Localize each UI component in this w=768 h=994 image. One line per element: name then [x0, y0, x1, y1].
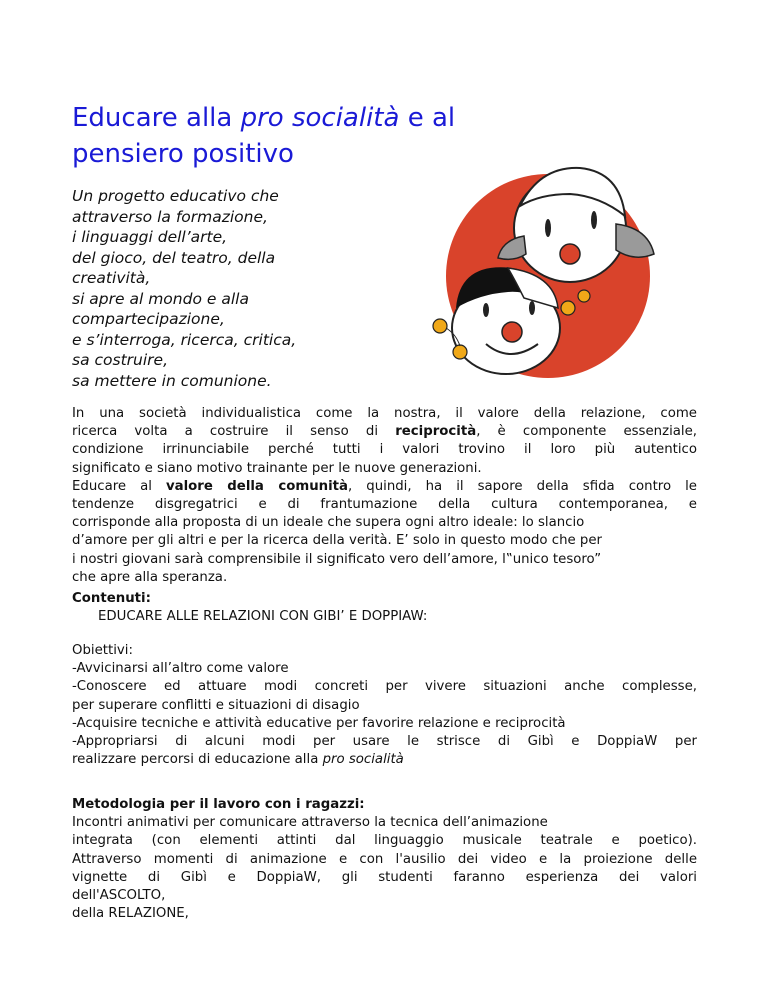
text-span: , quindi, ha il sapore della sfida contro le — [348, 478, 697, 494]
text-line: dell'ASCOLTO, — [72, 888, 166, 904]
intro-line: sa mettere in comunione. — [72, 371, 272, 390]
bold-term: reciprocità — [395, 424, 477, 440]
text-line: corrisponde alla proposta di un ideale che supera ogni altro ideale: lo slancio — [72, 515, 585, 531]
contenuti-item: EDUCARE ALLE RELAZIONI CON GIBI’ E DOPPIAW: — [98, 609, 428, 625]
text-line: della RELAZIONE, — [72, 906, 189, 922]
intro-verse — [72, 186, 392, 391]
text-line: vignette di Gibì e DoppiaW, gli studenti faranno esperienza dei valori — [72, 869, 697, 885]
paragraph-societa — [72, 405, 697, 587]
intro-line: e s’interroga, ricerca, critica, — [72, 330, 297, 349]
title-line2: pensiero positivo — [72, 139, 294, 169]
text-line: Incontri animativi per comunicare attraverso la tecnica dell’animazione — [72, 815, 548, 831]
title-part3: e al — [399, 103, 456, 133]
text-line: In una società individualistica come la nostra, il valore della relazione, come — [72, 406, 697, 421]
text-span: realizzare percorsi di educazione alla — [72, 752, 323, 768]
intro-line: i linguaggi dell’arte, — [72, 228, 228, 246]
text-line: Attraverso momenti di animazione e con l'ausilio dei video e la proiezione delle — [72, 851, 697, 867]
intro-line: del gioco, del teatro, della — [72, 248, 276, 267]
section-metodologia — [72, 796, 697, 923]
objective-item — [72, 751, 697, 769]
text-line — [72, 478, 697, 496]
objective-item: -Appropriarsi di alcuni modi per usare le strisce di Gibì e DoppiaW per — [72, 734, 697, 750]
clown-faces-illustration — [420, 158, 660, 390]
contenuti-heading: Contenuti: — [72, 591, 151, 606]
intro-line: compartecipazione, — [72, 310, 225, 328]
text-line: condizione irrinunciabile perché tutti i valori trovino il loro più autentico — [72, 442, 697, 458]
section-contenuti — [72, 590, 697, 626]
text-line — [72, 423, 697, 441]
intro-line: creatività, — [72, 269, 151, 287]
text-line: d’amore per gli altri e per la ricerca della verità. E’ solo in questo modo che per — [72, 533, 603, 549]
intro-line: si apre al mondo e alla — [72, 289, 249, 308]
objective-item: per superare conflitti e situazioni di disagio — [72, 697, 360, 713]
metodologia-heading: Metodologia per il lavoro con i ragazzi: — [72, 797, 365, 812]
text-line: significato e siano motivo trainante per le nuove generazioni. — [72, 460, 482, 476]
objective-item: -Avvicinarsi all’altro come valore — [72, 661, 289, 677]
italic-term: pro socialità — [322, 752, 404, 768]
objective-item: -Conoscere ed attuare modi concreti per vivere situazioni anche complesse, — [72, 679, 697, 695]
text-line: integrata (con elementi attinti dal linguaggio musicale teatrale e poetico). — [72, 833, 697, 849]
text-line: che apre alla speranza. — [72, 569, 228, 585]
intro-line: sa costruire, — [72, 351, 168, 369]
objective-item: -Acquisire tecniche e attività educative per favorire relazione e reciprocità — [72, 715, 566, 731]
title-part1: Educare alla — [72, 103, 241, 133]
text-span: ricerca volta a costruire il senso di — [72, 424, 396, 440]
obiettivi-heading: Obiettivi: — [72, 643, 133, 658]
section-obiettivi — [72, 642, 697, 769]
bold-term: valore della comunità — [165, 478, 349, 494]
section-heading — [72, 796, 697, 814]
lower-clown-face — [452, 267, 560, 374]
section-heading — [72, 590, 697, 608]
intro-line: attraverso la formazione, — [72, 207, 268, 226]
text-span: Educare al — [72, 478, 166, 494]
intro-line: Un progetto educativo che — [72, 187, 279, 205]
text-line: tendenze disgregatrici e di frantumazione della cultura contemporanea, e — [72, 497, 697, 513]
text-span: , è componente essenziale, — [476, 424, 698, 440]
title-emphasis: pro socialità — [240, 103, 400, 133]
text-line: i nostri giovani sarà comprensibile il significato vero dell’amore, l‟unico tesoro” — [72, 551, 602, 567]
